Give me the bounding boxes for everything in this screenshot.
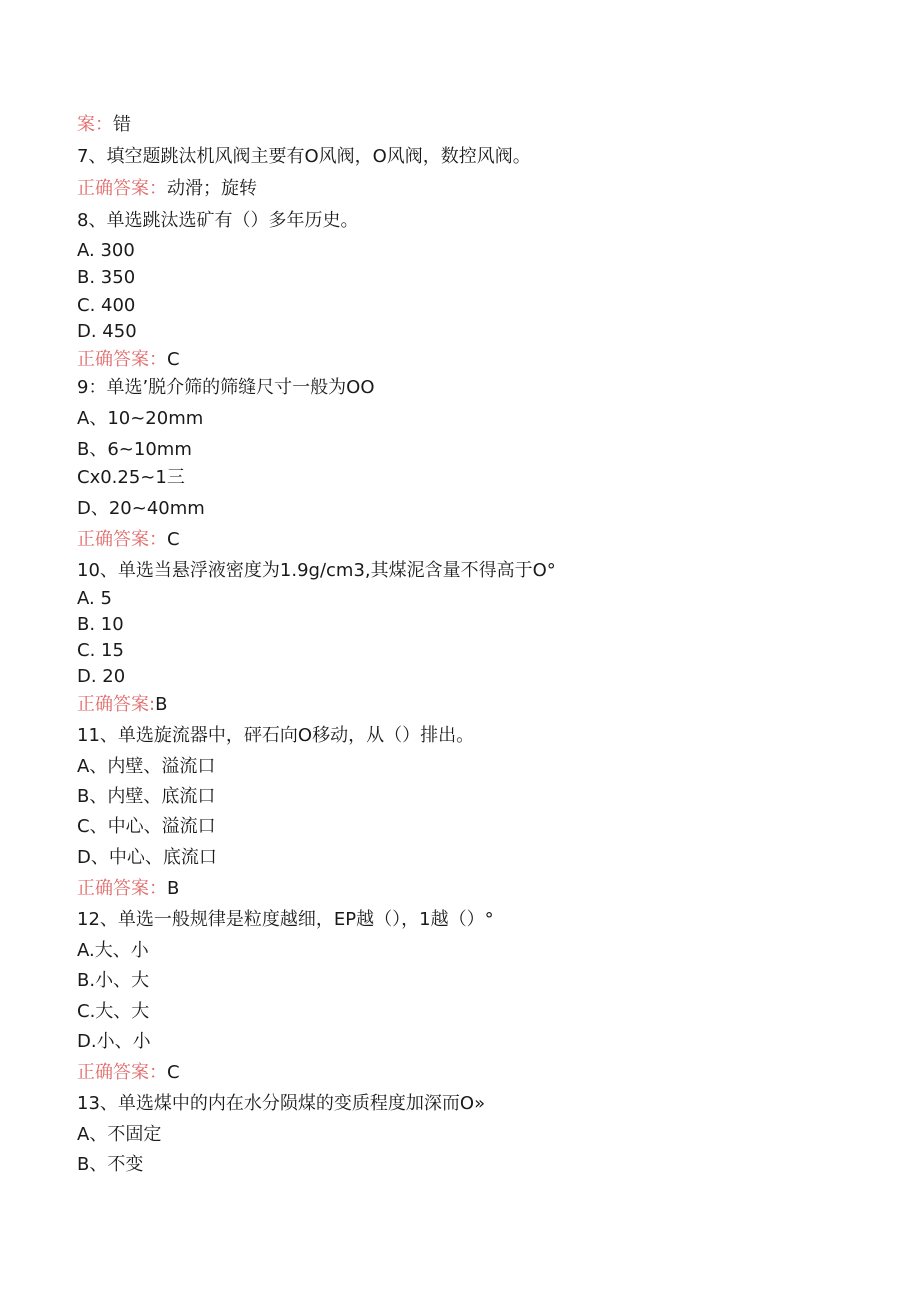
answer-value: 动滑；旋转	[167, 178, 257, 199]
option-line: B. 10	[77, 614, 124, 635]
option-line: C. 400	[77, 295, 136, 316]
option-line: C. 15	[77, 640, 124, 661]
answer-value: C	[167, 1062, 180, 1083]
option-line: D、20~40mm	[77, 498, 205, 519]
answer-value: C	[167, 529, 180, 550]
option-line: A. 5	[77, 588, 112, 609]
option-line: A.大、小	[77, 940, 149, 961]
answer-line	[77, 349, 180, 371]
question-7: 7、填空题跳汰机风阀主要有O风阀，O风阀，数控风阀。	[77, 146, 531, 167]
question-8: 8、单选跳汰选矿有（）多年历史。	[77, 210, 359, 231]
option-line: D.小、小	[77, 1031, 151, 1052]
option-line: D、中心、底流口	[77, 847, 217, 868]
answer-line	[77, 878, 179, 900]
answer-value: B	[155, 694, 168, 715]
question-13: 13、单选煤中的内在水分陨煤的变质程度加深而O»	[77, 1093, 486, 1114]
option-line: A、不固定	[77, 1124, 162, 1145]
option-line: B.小、大	[77, 970, 150, 991]
answer-line	[77, 694, 167, 716]
option-line: C、中心、溢流口	[77, 816, 216, 837]
option-line: B、不变	[77, 1154, 144, 1175]
option-line: C.大、大	[77, 1001, 150, 1022]
answer-value: 错	[113, 114, 131, 135]
answer-label: 正确答案：	[77, 349, 167, 370]
answer-line	[77, 178, 257, 200]
answer-line	[77, 114, 131, 136]
answer-label: 正确答案:	[77, 694, 156, 715]
answer-value: C	[167, 349, 180, 370]
question-12: 12、单选一般规律是粒度越细，EP越（），1越（）°	[77, 909, 494, 930]
answer-label: 案：	[77, 114, 113, 135]
option-line: B、6~10mm	[77, 439, 192, 460]
answer-label: 正确答案：	[77, 178, 167, 199]
answer-label: 正确答案：	[77, 1062, 167, 1083]
option-line: D. 450	[77, 321, 137, 342]
answer-label: 正确答案：	[77, 878, 167, 899]
option-line: A、10~20mm	[77, 408, 204, 429]
answer-value: B	[167, 878, 180, 899]
answer-line	[77, 1062, 180, 1084]
option-line: A、内壁、溢流口	[77, 756, 216, 777]
option-line: D. 20	[77, 666, 126, 687]
question-11: 11、单选旋流器中，砰石向O移动，从（）排出。	[77, 725, 475, 746]
question-10: 10、单选当悬浮液密度为1.9g∕cm3,其煤泥含量不得高于O°	[77, 560, 556, 581]
answer-line	[77, 529, 180, 551]
question-9: 9：单选’脱介筛的筛缝尺寸一般为OO	[77, 377, 375, 398]
option-line: B. 350	[77, 267, 136, 288]
answer-label: 正确答案：	[77, 529, 167, 550]
option-line: A. 300	[77, 240, 135, 261]
option-line: B、内壁、底流口	[77, 786, 216, 807]
option-line: Cx0.25~1三	[77, 467, 185, 488]
